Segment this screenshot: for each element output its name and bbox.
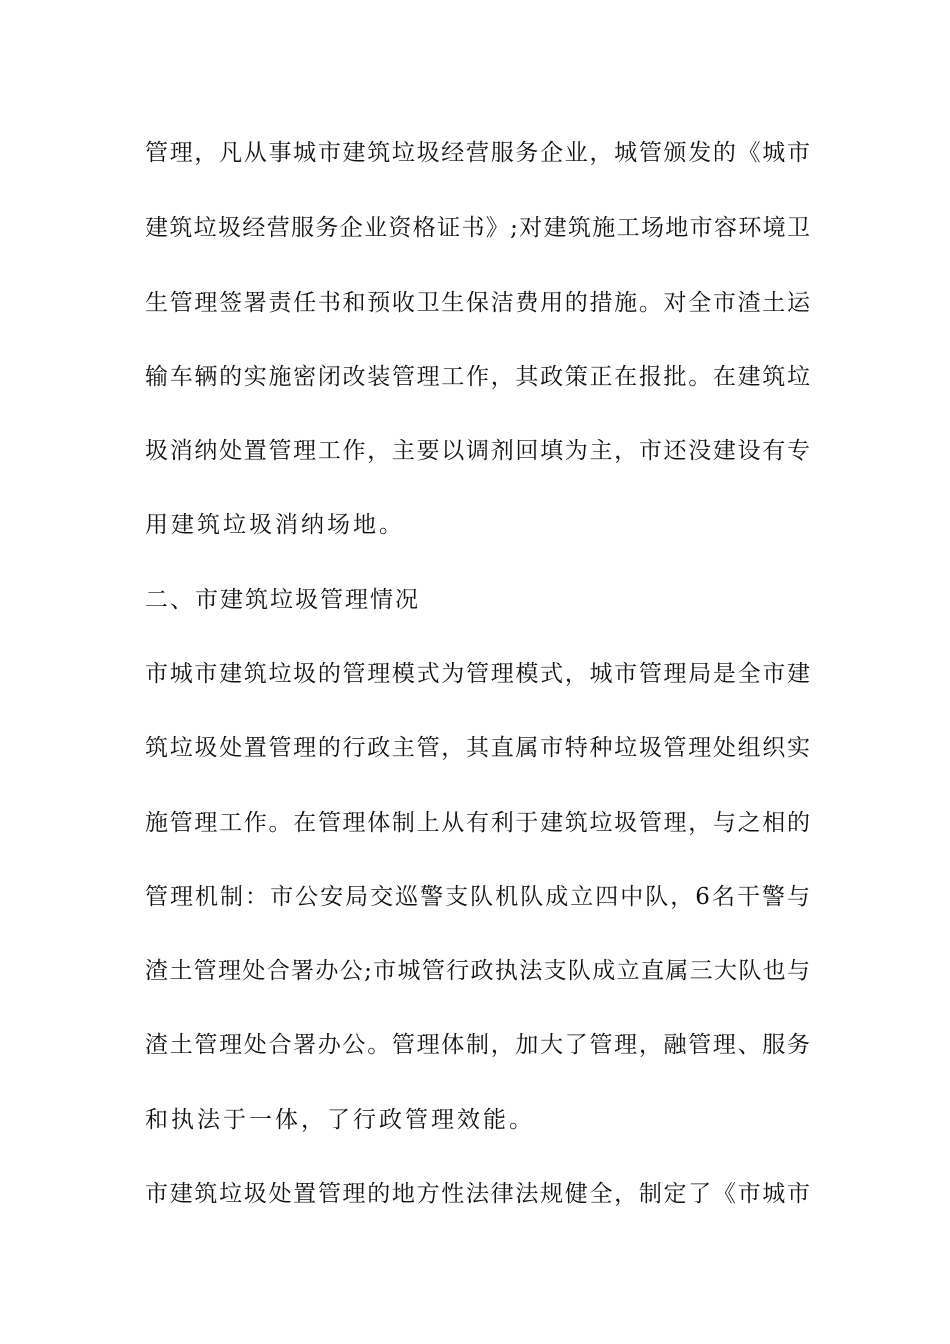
text-line-6: 用建筑垃圾消纳场地。 [145, 512, 405, 538]
text-line-2: 建筑垃圾经营服务企业资格证书》;对建筑施工场地市容环境卫 [145, 215, 810, 241]
text-line-8: 市城市建筑垃圾的管理模式为管理模式，城市管理局是全市建 [145, 661, 810, 687]
text-line-3: 生管理签署责任书和预收卫生保洁费用的措施。对全市渣土运 [145, 290, 810, 316]
text-line-5: 圾消纳处置管理工作，主要以调剂回填为主，市还没建设有专 [145, 438, 810, 464]
text-line-15: 市建筑垃圾处置管理的地方性法律法规健全，制定了《市城市 [145, 1181, 810, 1207]
text-line-10: 施管理工作。在管理体制上从有利于建筑垃圾管理，与之相的 [145, 810, 810, 836]
text-line-4: 输车辆的实施密闭改装管理工作，其政策正在报批。在建筑垃 [145, 364, 810, 390]
text-line-11: 管理机制：市公安局交巡警支队机队成立四中队，6名干警与 [145, 884, 810, 910]
section-heading: 二、市建筑垃圾管理情况 [145, 587, 420, 613]
text-line-1: 管理，凡从事城市建筑垃圾经营服务企业，城管颁发的《城市 [145, 140, 810, 166]
text-line-13: 渣土管理处合署办公。管理体制，加大了管理，融管理、服务 [145, 1032, 810, 1058]
text-line-9: 筑垃圾处置管理的行政主管，其直属市特种垃圾管理处组织实 [145, 735, 810, 761]
text-line-12: 渣土管理处合署办公;市城管行政执法支队成立直属三大队也与 [145, 958, 810, 984]
text-line-14: 和执法于一体，了行政管理效能。 [145, 1107, 535, 1133]
